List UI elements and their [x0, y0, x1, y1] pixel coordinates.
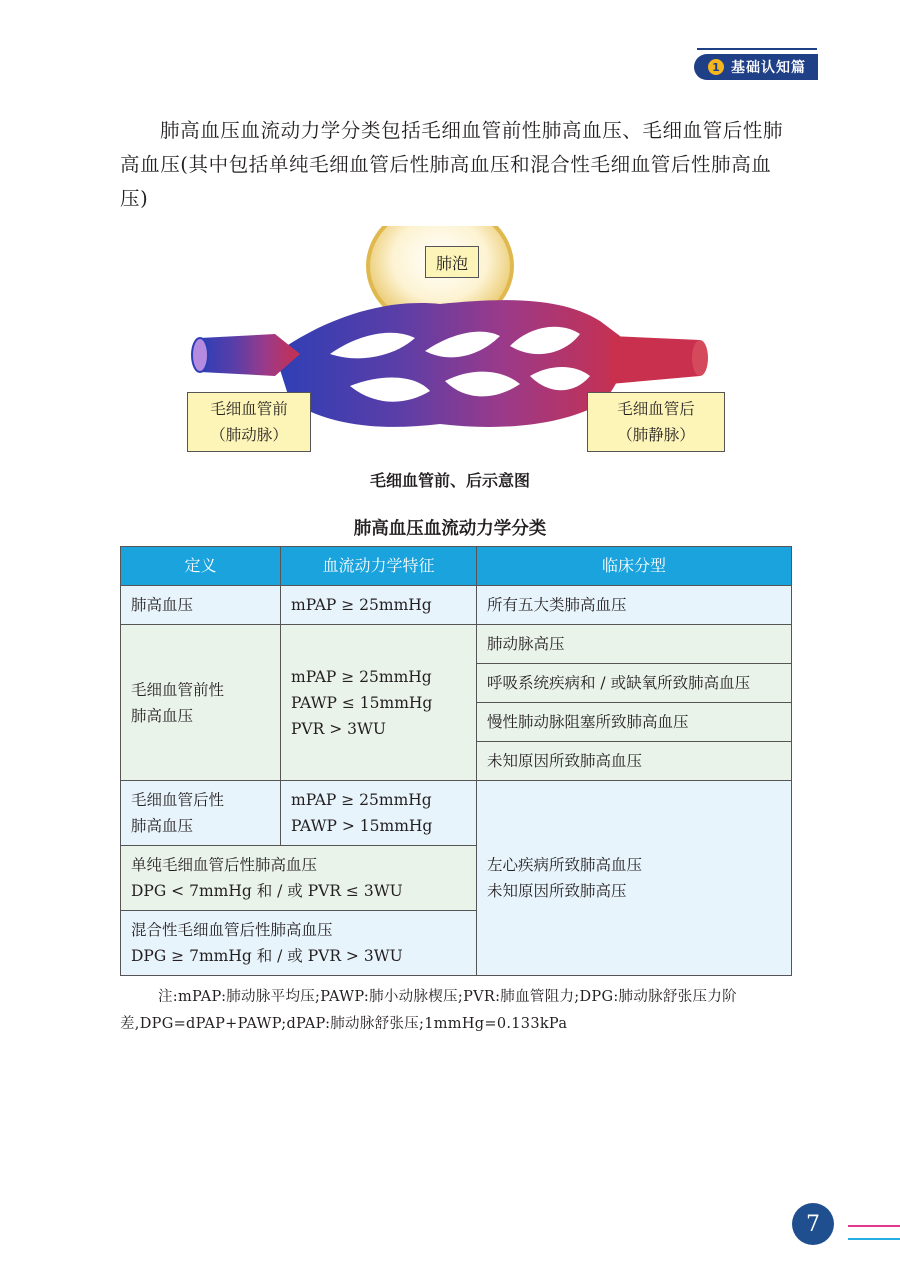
row3-feature: [281, 781, 477, 846]
section-title: 基础认知篇: [731, 60, 806, 76]
row3-type: [477, 781, 792, 976]
table-row: [121, 586, 792, 625]
classification-table: [120, 546, 792, 976]
row2-definition-line2: 肺高血压: [131, 706, 194, 725]
header-rule: [697, 48, 817, 50]
section-tag: [694, 54, 818, 80]
page-accent-line-pink: [848, 1225, 900, 1227]
alveolus-label: [425, 246, 479, 278]
pre-capillary-callout: [187, 392, 311, 452]
capillary-network: [275, 300, 624, 427]
row2-type-4: 未知原因所致肺高血压: [477, 742, 792, 781]
header-hemodynamics: 血流动力学特征: [281, 547, 477, 586]
row2-definition: [121, 625, 281, 781]
pre-capillary-label: 毛细血管前: [210, 400, 288, 418]
row3-type-line2: 未知原因所致肺高压: [487, 882, 627, 900]
row5-line1: 混合性毛细血管后性肺高血压: [131, 921, 333, 939]
row1-type: 所有五大类肺高血压: [477, 586, 792, 625]
row3-definition: [121, 781, 281, 846]
page-accent-line-blue: [848, 1238, 900, 1240]
row2-feature-line2: PAWP ≤ 15mmHg: [291, 693, 433, 712]
row1-definition: 肺高血压: [121, 586, 281, 625]
table-row: [121, 781, 792, 846]
post-capillary-label: 毛细血管后: [617, 400, 695, 418]
header-definition: 定义: [121, 547, 281, 586]
row3-feature-line1: mPAP ≥ 25mmHg: [291, 791, 432, 809]
vein-vessel: [610, 336, 700, 384]
pre-capillary-sublabel: （肺动脉）: [210, 426, 288, 444]
table-note: 注:mPAP:肺动脉平均压;PAWP:肺小动脉楔压;PVR:肺血管阻力;DPG:肺动脉舒张压力阶差,DPG=dPAP+PAWP;dPAP:肺动脉舒张压;1mmHg=0.133kPa: [120, 989, 737, 1032]
row2-type-2: 呼吸系统疾病和 / 或缺氧所致肺高血压: [477, 664, 792, 703]
table-header-row: [121, 547, 792, 586]
row2-feature-line3: PVR > 3WU: [291, 719, 386, 738]
row4-line2: DPG < 7mmHg 和 / 或 PVR ≤ 3WU: [131, 882, 403, 900]
row3-type-line1: 左心疾病所致肺高血压: [487, 856, 643, 874]
artery-opening: [192, 338, 208, 372]
row3-feature-line2: PAWP > 15mmHg: [291, 817, 433, 835]
section-number: 1: [708, 59, 724, 75]
row3-definition-line2: 肺高血压: [131, 817, 194, 835]
row1-feature: mPAP ≥ 25mmHg: [281, 586, 477, 625]
table-title: 肺高血压血流动力学分类: [353, 519, 547, 539]
row2-definition-line1: 毛细血管前性: [131, 680, 225, 699]
row2-feature: [281, 625, 477, 781]
vein-opening: [692, 340, 708, 376]
alveolus-label-text: 肺泡: [435, 253, 468, 273]
header-clinical-type: 临床分型: [477, 547, 792, 586]
post-capillary-callout: [587, 392, 725, 452]
table-row: [121, 625, 792, 664]
page-number: 7: [792, 1203, 834, 1245]
row2-feature-line1: mPAP ≥ 25mmHg: [291, 667, 432, 686]
row5-line2: DPG ≥ 7mmHg 和 / 或 PVR > 3WU: [131, 947, 403, 965]
row2-type-1: 肺动脉高压: [477, 625, 792, 664]
row5-subtype: [121, 911, 477, 976]
row4-subtype: [121, 846, 477, 911]
post-capillary-sublabel: （肺静脉）: [617, 426, 695, 444]
intro-paragraph: 肺高血压血流动力学分类包括毛细血管前性肺高血压、毛细血管后性肺高血压(其中包括单纯毛细血管后性肺高血压和混合性毛细血管后性肺高血压): [120, 119, 784, 210]
figure-caption: 毛细血管前、后示意图: [369, 471, 530, 490]
row4-line1: 单纯毛细血管后性肺高血压: [131, 856, 318, 874]
row2-type-3: 慢性肺动脉阻塞所致肺高血压: [477, 703, 792, 742]
row3-definition-line1: 毛细血管后性: [131, 791, 225, 809]
